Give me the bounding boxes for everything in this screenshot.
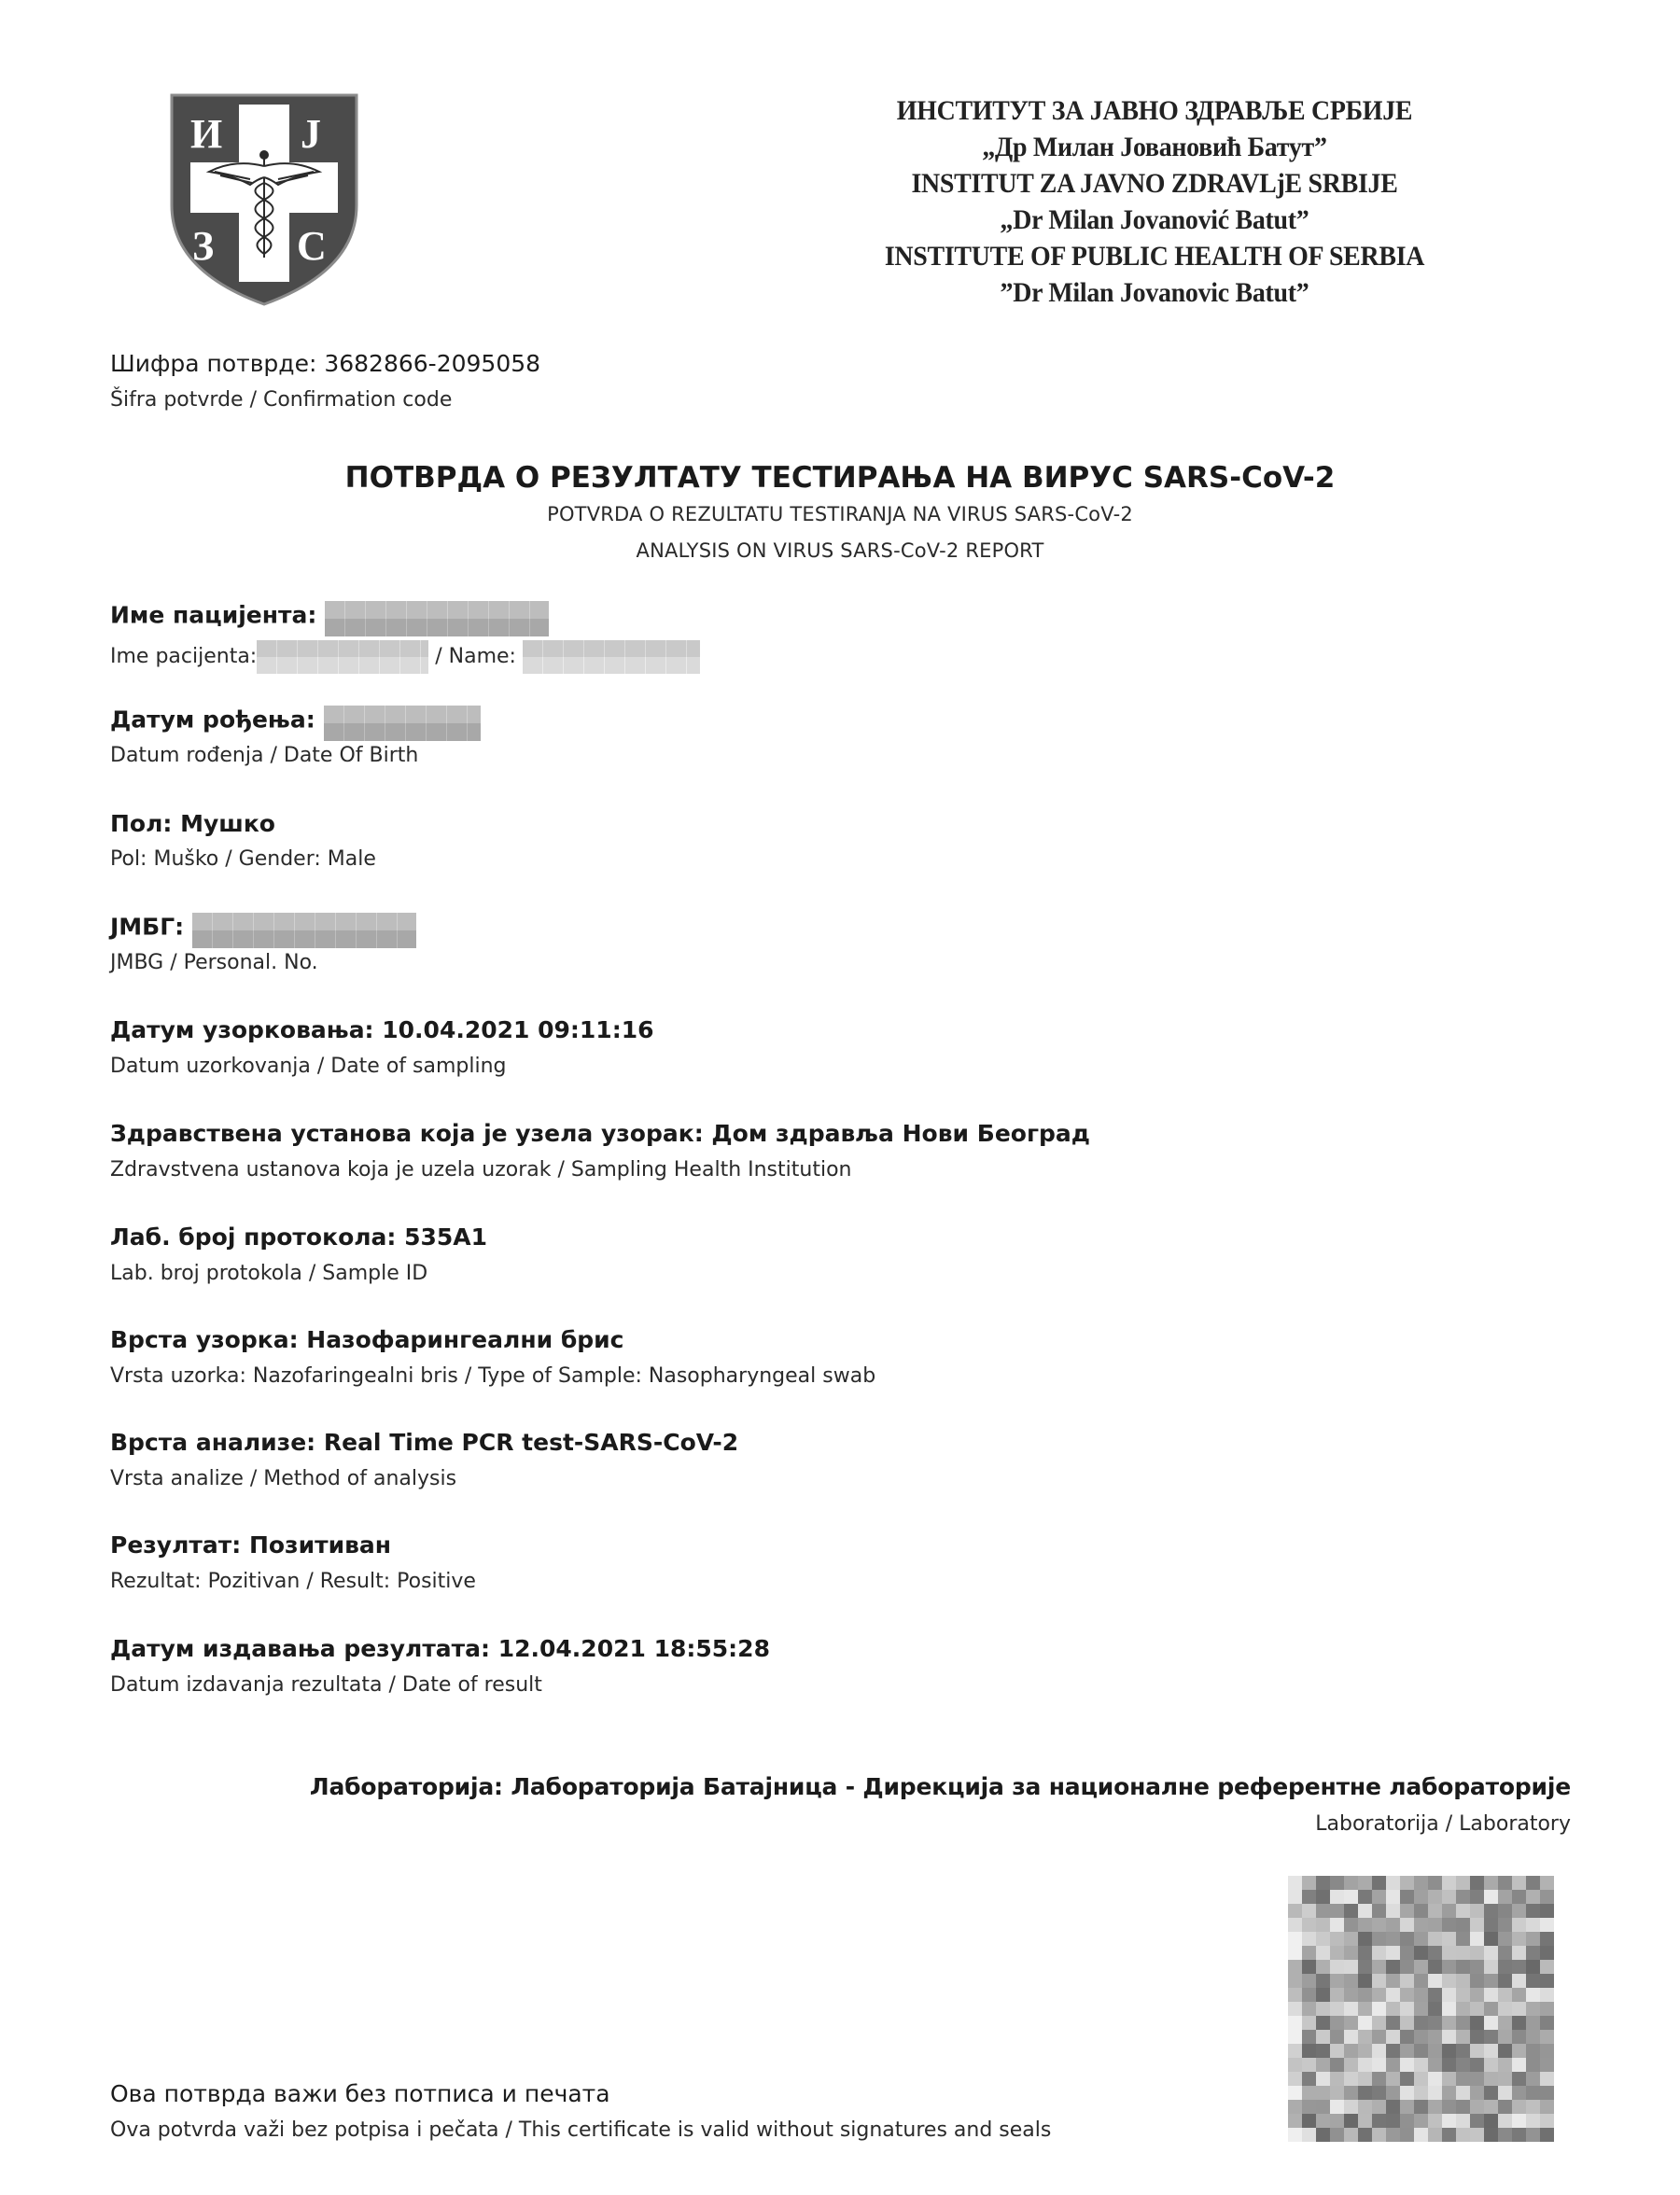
sampling-date-row xyxy=(110,1016,653,1043)
jmbg-label: ЈМБГ: xyxy=(110,913,185,941)
validity-note-sub: Ova potvrda važi bez potpisa i pečata / This certificate is valid without signatures and seals xyxy=(110,2118,1052,2142)
sample-type-sub: Vrsta uzorka: Nazofaringealni bris / Type of Sample: Nasopharyngeal swab xyxy=(110,1364,876,1388)
confirmation-code-sub: Šifra potvrde / Confirmation code xyxy=(110,388,453,412)
test-result: Резултат: Позитиван xyxy=(110,1531,392,1559)
dob-redacted xyxy=(324,706,481,741)
laboratory-row xyxy=(310,1773,1571,1800)
confirmation-code xyxy=(110,350,540,377)
institution-namesake-latin: „Dr Milan Jovanović Batut” xyxy=(1000,204,1309,235)
laboratory-sub: Laboratorija / Laboratory xyxy=(1315,1812,1571,1836)
gender-sub: Pol: Muško / Gender: Male xyxy=(110,847,376,871)
test-result-sub: Rezultat: Pozitivan / Result: Positive xyxy=(110,1570,476,1593)
patient-name-latin-redacted xyxy=(257,640,428,674)
analysis-method: Врста анализе: Real Time PCR test-SARS-CoV-2 xyxy=(110,1429,739,1456)
patient-name-label: Име пацијента: xyxy=(110,601,317,629)
patient-name-redacted xyxy=(325,601,549,636)
sample-type-row xyxy=(110,1326,624,1353)
sample-type: Врста узорка: Назофарингеални брис xyxy=(110,1326,624,1353)
shield-icon xyxy=(170,93,358,306)
jmbg-row xyxy=(110,913,416,948)
sample-id-sub: Lab. broj protokola / Sample ID xyxy=(110,1262,428,1285)
result-date-sub: Datum izdavanja rezultata / Date of result xyxy=(110,1673,542,1697)
patient-name-english-label: / Name: xyxy=(435,645,516,668)
validity-note: Ова потврда важи без потписа и печата xyxy=(110,2080,610,2107)
analysis-method-sub: Vrsta analize / Method of analysis xyxy=(110,1467,457,1490)
gender-row xyxy=(110,810,275,837)
dob-row xyxy=(110,706,481,741)
result-date: Датум издавања резултата: 12.04.2021 18:55:28 xyxy=(110,1635,770,1662)
dob-label: Датум рођења: xyxy=(110,706,315,734)
patient-name-row xyxy=(110,601,549,636)
institution-namesake-english: ”Dr Milan Jovanovic Batut” xyxy=(1000,277,1309,308)
jmbg-sub: JMBG / Personal. No. xyxy=(110,951,318,974)
laboratory-name: Лабораторија: Лабораторија Батајница - Дирекција за националне референтне лабораторије xyxy=(309,1773,1571,1800)
gender-value: Пол: Мушко xyxy=(110,810,275,837)
jmbg-redacted xyxy=(192,913,416,948)
document-title: ПОТВРДА О РЕЗУЛТАТУ ТЕСТИРАЊА НА ВИРУС SARS-CoV-2 xyxy=(344,461,1336,495)
institution-name-latin: INSTITUT ZA JAVNO ZDRAVLjE SRBIJE xyxy=(911,168,1398,199)
institute-logo xyxy=(170,93,358,306)
patient-name-english-redacted xyxy=(523,640,700,674)
document-title-english: ANALYSIS ON VIRUS SARS-CoV-2 REPORT xyxy=(636,539,1044,562)
analysis-method-row xyxy=(110,1429,738,1456)
qr-code-redacted xyxy=(1288,1876,1554,2142)
sample-id-row xyxy=(110,1223,487,1251)
sampling-institution-sub: Zdravstvena ustanova koja je uzela uzorak / Sampling Health Institution xyxy=(110,1158,852,1181)
patient-name-sub xyxy=(110,640,700,674)
confirmation-code-value: 3682866-2095058 xyxy=(324,350,541,377)
svg-text:Ј: Ј xyxy=(301,111,321,157)
document-title-latin: POTVRDA O REZULTATU TESTIRANJA NA VIRUS SARS-CoV-2 xyxy=(547,503,1133,525)
result-row xyxy=(110,1531,391,1559)
result-date-row xyxy=(110,1635,770,1662)
sampling-date: Датум узорковања: 10.04.2021 09:11:16 xyxy=(110,1016,654,1043)
svg-text:С: С xyxy=(297,223,327,269)
dob-sub: Datum rođenja / Date Of Birth xyxy=(110,744,419,767)
sampling-date-sub: Datum uzorkovanja / Date of sampling xyxy=(110,1055,507,1078)
institution-name-english: INSTITUTE OF PUBLIC HEALTH OF SERBIA xyxy=(884,241,1425,272)
confirmation-code-label: Шифра потврде: xyxy=(110,350,317,377)
patient-name-sub-label: Ime pacijenta: xyxy=(110,645,258,668)
svg-text:И: И xyxy=(190,111,223,157)
sampling-institution: Здравствена установа која је узела узорак: Дом здравља Нови Београд xyxy=(110,1120,1090,1147)
institution-namesake-cyrillic: „Др Милан Јовановић Батут” xyxy=(982,132,1327,162)
sampling-institution-row xyxy=(110,1120,1090,1147)
svg-text:З: З xyxy=(192,223,215,269)
institution-name-cyrillic: ИНСТИТУТ ЗА ЈАВНО ЗДРАВЉЕ СРБИЈЕ xyxy=(896,95,1413,126)
sample-id: Лаб. број протокола: 535A1 xyxy=(110,1223,488,1251)
